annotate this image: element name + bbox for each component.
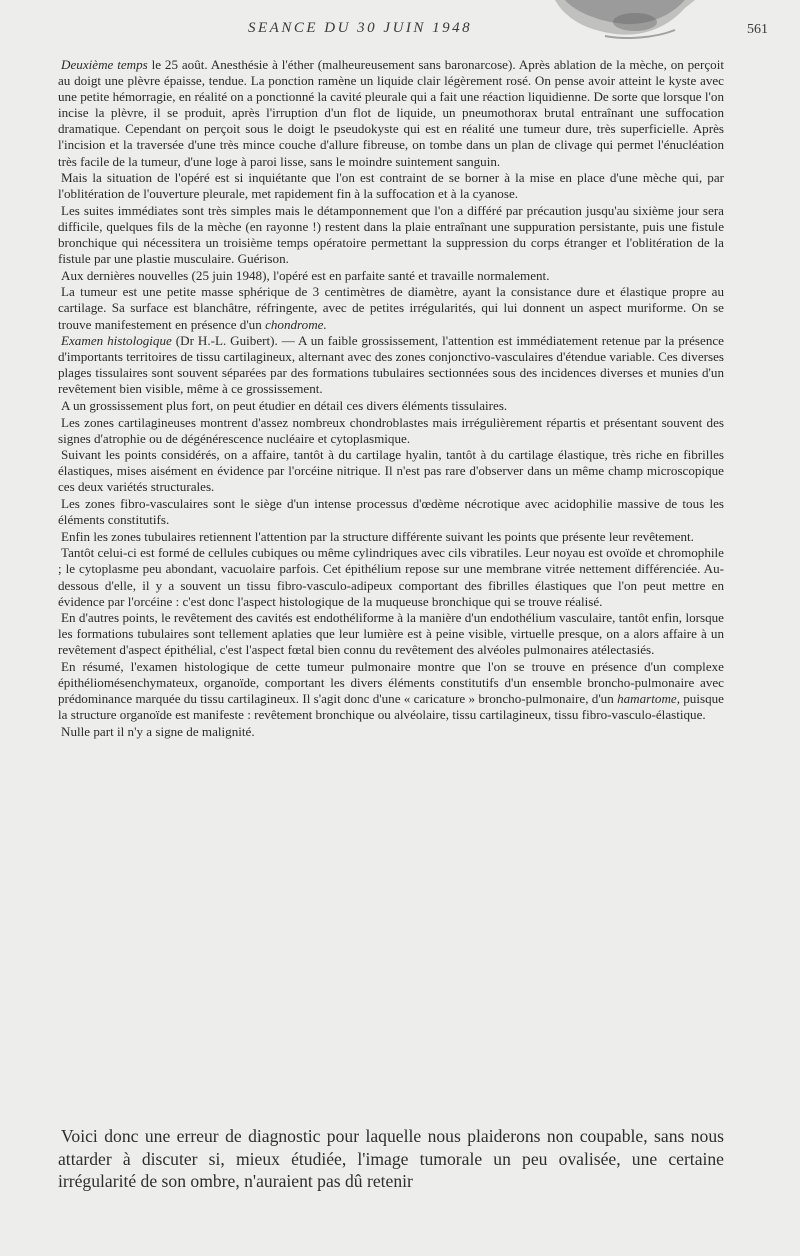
paragraph (58, 398, 724, 414)
paragraph (58, 659, 724, 723)
closing-paragraph (58, 1125, 724, 1193)
paragraph-lead: Examen histologique (61, 333, 172, 349)
running-head: SEANCE DU 30 JUIN 1948 (248, 20, 473, 36)
paragraph (58, 268, 724, 284)
paragraph-text: En d'autres points, le revêtement des cavités est endothéliforme à la manière d'un endothélium vasculaire, tantôt enfin, lorsque les formations tubulaires sont tellement aplaties que leur lumière est à peine visible, virtuelle presque, on a alors affaire à un revêtement d'aspect épithélial, c'est l'aspect fœtal bien connu du revêtement des alvéoles pulmonaires atélectasiés. (58, 610, 724, 658)
paragraph-text: Nulle part il n'y a signe de malignité. (61, 723, 255, 739)
paragraph-text: Les suites immédiates sont très simples mais le détamponnement que l'on a différé par précaution jusqu'au sixième jour sera difficile, quelques fils de la mèche (en rayonne !) restent dans la plaie entraînant une suppuration persistante, puis une fistule bronchique qui nécessitera un troisième temps opératoire permettant la suppression du corps étranger et l'oblitération de la fistule par une plastie musculaire. Guérison. (58, 202, 724, 267)
page-number: 561 (747, 22, 768, 37)
closing-text: Voici donc une erreur de diagnostic pour laquelle nous plaiderons non coupable, sans nous attarder à discuter si, mieux étudiée, l'image tumorale un peu ovalisée, une certaine irrégularité de son ombre, n'auraient pas dû retenir (58, 1126, 724, 1192)
paragraph (58, 415, 724, 447)
paragraph-text: La tumeur est une petite masse sphérique de 3 centimètres de diamètre, ayant la consistance dure et élastique propre au cartilage. Sa surface est blanchâtre, réfringente, avec de petites irrégularités, qui lui donnent un aspect muriforme. On se trouve manifestement en présence d'un (58, 284, 724, 332)
paragraph-text: Aux dernières nouvelles (25 juin 1948), l'opéré est en parfaite santé et travaille normalement. (61, 267, 550, 283)
paragraph-text: A un grossissement plus fort, on peut étudier en détail ces divers éléments tissulaires. (61, 397, 508, 413)
paragraph-text: Tantôt celui-ci est formé de cellules cubiques ou même cylindriques avec cils vibratiles. Leur noyau est ovoïde et chromophile ; le cytoplasme peu abondant, vacuolaire parfois. Cet épithélium repose sur une membrane vitrée nettement différenciée. Au-dessous d'elle, il y a souvent un tissu fibro-vasculo-adipeux comportant des fibrilles élastiques que l'on peut mettre en évidence par l'orcéine : c'est donc l'aspect histologique de la muqueuse bronchique qui se trouve réalisé. (58, 545, 724, 609)
paragraph-tail: puisque la structure organoïde est manifeste : revêtement bronchique ou alvéolaire, tissu cartilagineux, tissu fibro-vasculo-élastique. (58, 691, 724, 723)
paragraph-lead: Deuxième temps (61, 57, 148, 72)
paragraph (58, 496, 724, 528)
paragraph (58, 170, 724, 202)
paragraph-text: (Dr H.-L. Guibert). — A un faible grossissement, l'attention est immédiatement retenue par la présence d'importants territoires de tissu cartilagineux, alternant avec des zones conjonctivo-vasculaires d'étendue variable. Ces diverses plages tissulaires sont souvent séparées par des formations tubulaires sectionnées sous des incidences diverses et munies d'un revêtement bien visible, même à ce grossissement. (58, 333, 724, 397)
paragraph (58, 724, 724, 740)
paragraph-text: Enfin les zones tubulaires retiennent l'attention par la structure différente suivant les points que présente leur revêtement. (61, 528, 694, 544)
paragraph-emphasis: hamartome, (617, 691, 680, 707)
paragraph-text: En résumé, l'examen histologique de cette tumeur pulmonaire montre que l'on se trouve en présence d'un complexe épithéliomésenchymateux, organoïde, comportant les divers éléments constitutifs d'un ensemble broncho-pulmonaire avec prédominance marquée du tissu cartilagineux. Il s'agit donc d'une « caricature » broncho-pulmonaire, d'un (58, 658, 724, 707)
paragraph-emphasis: chondrome. (265, 316, 327, 332)
paragraph (58, 333, 724, 397)
paragraph-text: Les zones fibro-vasculaires sont le siège d'un intense processus d'œdème nécrotique avec acidophilie massive de tous les éléments constitutifs. (58, 496, 724, 528)
paragraph (58, 610, 724, 658)
page-header (58, 20, 768, 44)
paragraph (58, 57, 724, 170)
paragraph-text: Les zones cartilagineuses montrent d'assez nombreux chondroblastes mais irrégulièrement répartis et présentant souvent des signes d'atrophie ou de dégénérescence nucléaire et cytoplasmique. (58, 414, 724, 446)
paragraph-text: le 25 août. Anesthésie à l'éther (malheureusement sans baronarcose). Après ablation de la mèche, on perçoit au doigt une plèvre épaisse, tendue. La ponction ramène un liquide clair légèrement rosé. On pense avoir atteint le kyste avec une petite hémorragie, en réalité on a ponctionné la cavité pleurale qui a fait une réaction liquidienne. De sorte que lorsque l'on incise la plèvre, il se produit, après l'irruption d'un flot de liquide, un pneumothorax brutal entraînant une suffocation dramatique. Cependant on perçoit sous le doigt le pseudokyste qui est en réalité une tumeur dure, très superficielle. Après l'incision et la traversée d'une très mince couche d'allure fibreuse, on tombe dans un plan de clivage qui permet l'énucléation très facile de la tumeur, d'une loge à paroi lisse, sans le moindre suintement sanguin. (58, 57, 724, 169)
paragraph (58, 545, 724, 609)
paragraph (58, 529, 724, 545)
paragraph (58, 203, 724, 267)
paragraph (58, 284, 724, 332)
paragraph-text: Suivant les points considérés, on a affaire, tantôt à du cartilage hyalin, tantôt à du cartilage élastique, très riche en fibrilles élastiques, mises aisément en évidence par l'orcéine nitrique. Il n'est pas rare d'observer dans un même champ microscopique ces deux variétés structurales. (58, 447, 724, 495)
paragraph (58, 447, 724, 495)
body-text (58, 57, 724, 740)
paragraph-text: Mais la situation de l'opéré est si inquiétante que l'on est contraint de se borner à la mise en place d'une mèche qui, par l'oblitération de l'ouverture pleurale, met rapidement fin à la suffocation et à la cyanose. (58, 170, 724, 202)
